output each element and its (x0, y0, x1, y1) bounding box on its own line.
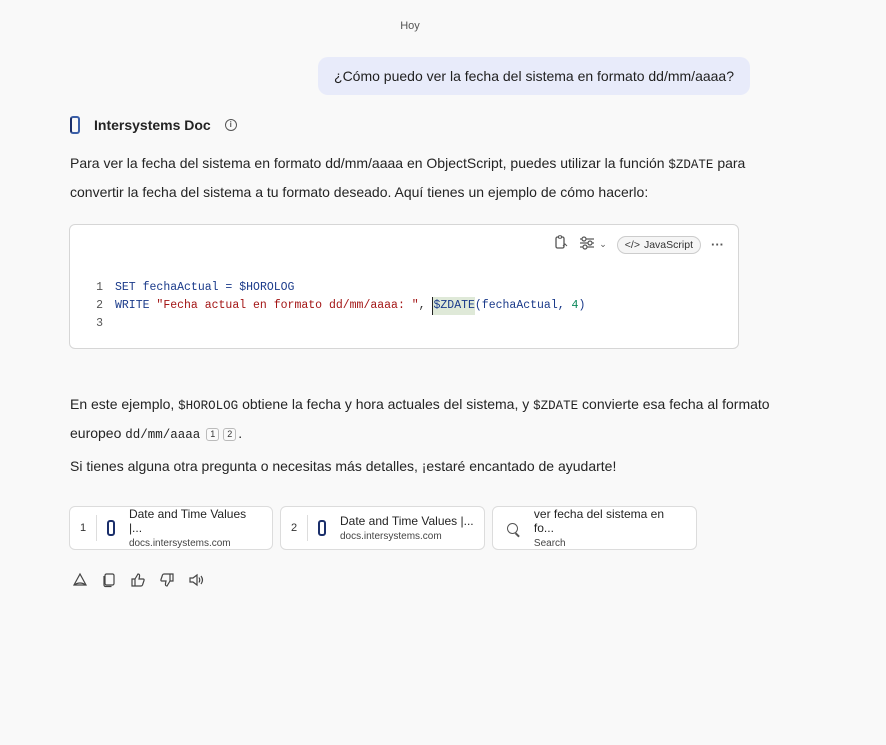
code-line (70, 279, 585, 297)
bot-name: Intersystems Doc (94, 117, 211, 133)
line-number: 3 (96, 317, 103, 330)
divider (96, 515, 97, 541)
message-actions (72, 572, 204, 588)
language-label: JavaScript (643, 238, 693, 251)
code-text: fechaActual = (135, 281, 240, 294)
code-keyword: SET (115, 281, 136, 294)
code-text: ) (578, 299, 586, 312)
copy-code-icon[interactable] (553, 235, 569, 254)
source-number: 1 (80, 522, 87, 534)
info-icon[interactable]: i (225, 119, 237, 131)
explain-code-3: dd/mm/aaaa (125, 428, 201, 442)
code-string: "Fecha actual en formato dd/mm/aaaa: " (149, 299, 419, 312)
thumbs-down-icon[interactable] (159, 572, 175, 588)
code-text: , (418, 299, 433, 312)
code-number: 4 (571, 299, 579, 312)
code-function: $HOROLOG (239, 281, 295, 294)
bot-header (70, 116, 237, 134)
thumbs-up-icon[interactable] (130, 572, 146, 588)
explain-code-2: $ZDATE (533, 399, 579, 413)
response-closing: Si tienes alguna otra pregunta o necesitas más detalles, ¡estaré encantado de ayudarte! (70, 458, 617, 474)
explain-text-2: obtiene la fecha y hora actuales del sistema, y (238, 396, 534, 412)
response-explanation (70, 391, 770, 449)
share-icon[interactable] (72, 572, 88, 588)
explain-code-1: $HOROLOG (178, 399, 239, 413)
code-function-highlight: $ZDATE (432, 297, 474, 315)
line-number: 2 (96, 299, 103, 312)
intersystems-logo-icon (318, 520, 326, 536)
code-toolbar (553, 235, 724, 254)
search-icon (507, 523, 518, 534)
intersystems-logo-icon (70, 116, 80, 134)
explain-end: . (238, 425, 243, 441)
code-keyword: WRITE (115, 299, 150, 312)
search-label: Search (533, 538, 566, 549)
user-message: ¿Cómo puedo ver la fecha del sistema en formato dd/mm/aaaa? (318, 57, 750, 95)
intro-text-1: Para ver la fecha del sistema en formato dd/mm/aaaa en ObjectScript, puedes utilizar la función (70, 155, 669, 171)
source-number: 2 (291, 522, 298, 534)
source-card-1[interactable] (69, 506, 273, 550)
intersystems-logo-icon (107, 520, 115, 536)
code-block (69, 224, 739, 349)
explain-text-3: convierte esa fecha al formato europeo (70, 396, 770, 441)
more-options-icon[interactable]: ··· (711, 237, 724, 252)
explain-text-1: En este ejemplo, (70, 396, 179, 412)
settings-sliders-icon[interactable] (579, 236, 595, 253)
speaker-icon[interactable] (188, 572, 204, 588)
chevron-down-icon[interactable]: ⌄ (599, 239, 607, 249)
intro-text-2: para convertir la fecha del sistema a tu formato deseado. Aquí tienes un ejemplo de cómo hacerlo: (70, 155, 746, 200)
code-line (70, 297, 585, 315)
intro-code: $ZDATE (668, 158, 714, 172)
code-line (70, 315, 585, 333)
divider (307, 515, 308, 541)
copy-icon[interactable] (101, 572, 117, 588)
response-intro (70, 150, 770, 206)
search-query: ver fecha del sistema en fo... (533, 507, 664, 535)
citation-1[interactable]: 1 (206, 428, 219, 441)
language-pill[interactable] (617, 236, 701, 254)
sources-list (69, 506, 697, 550)
source-title: Date and Time Values |... (340, 514, 474, 528)
line-number: 1 (96, 281, 103, 294)
code-text: (fechaActual, (474, 299, 572, 312)
code-lines (70, 279, 585, 333)
source-domain: docs.intersystems.com (340, 531, 442, 542)
source-card-2[interactable] (280, 506, 485, 550)
citation-2[interactable]: 2 (223, 428, 236, 441)
source-title: Date and Time Values |... (128, 507, 247, 535)
date-separator: Hoy (400, 20, 420, 32)
source-domain: docs.intersystems.com (128, 538, 231, 549)
code-icon: </> (624, 238, 640, 251)
search-card[interactable] (492, 506, 697, 550)
